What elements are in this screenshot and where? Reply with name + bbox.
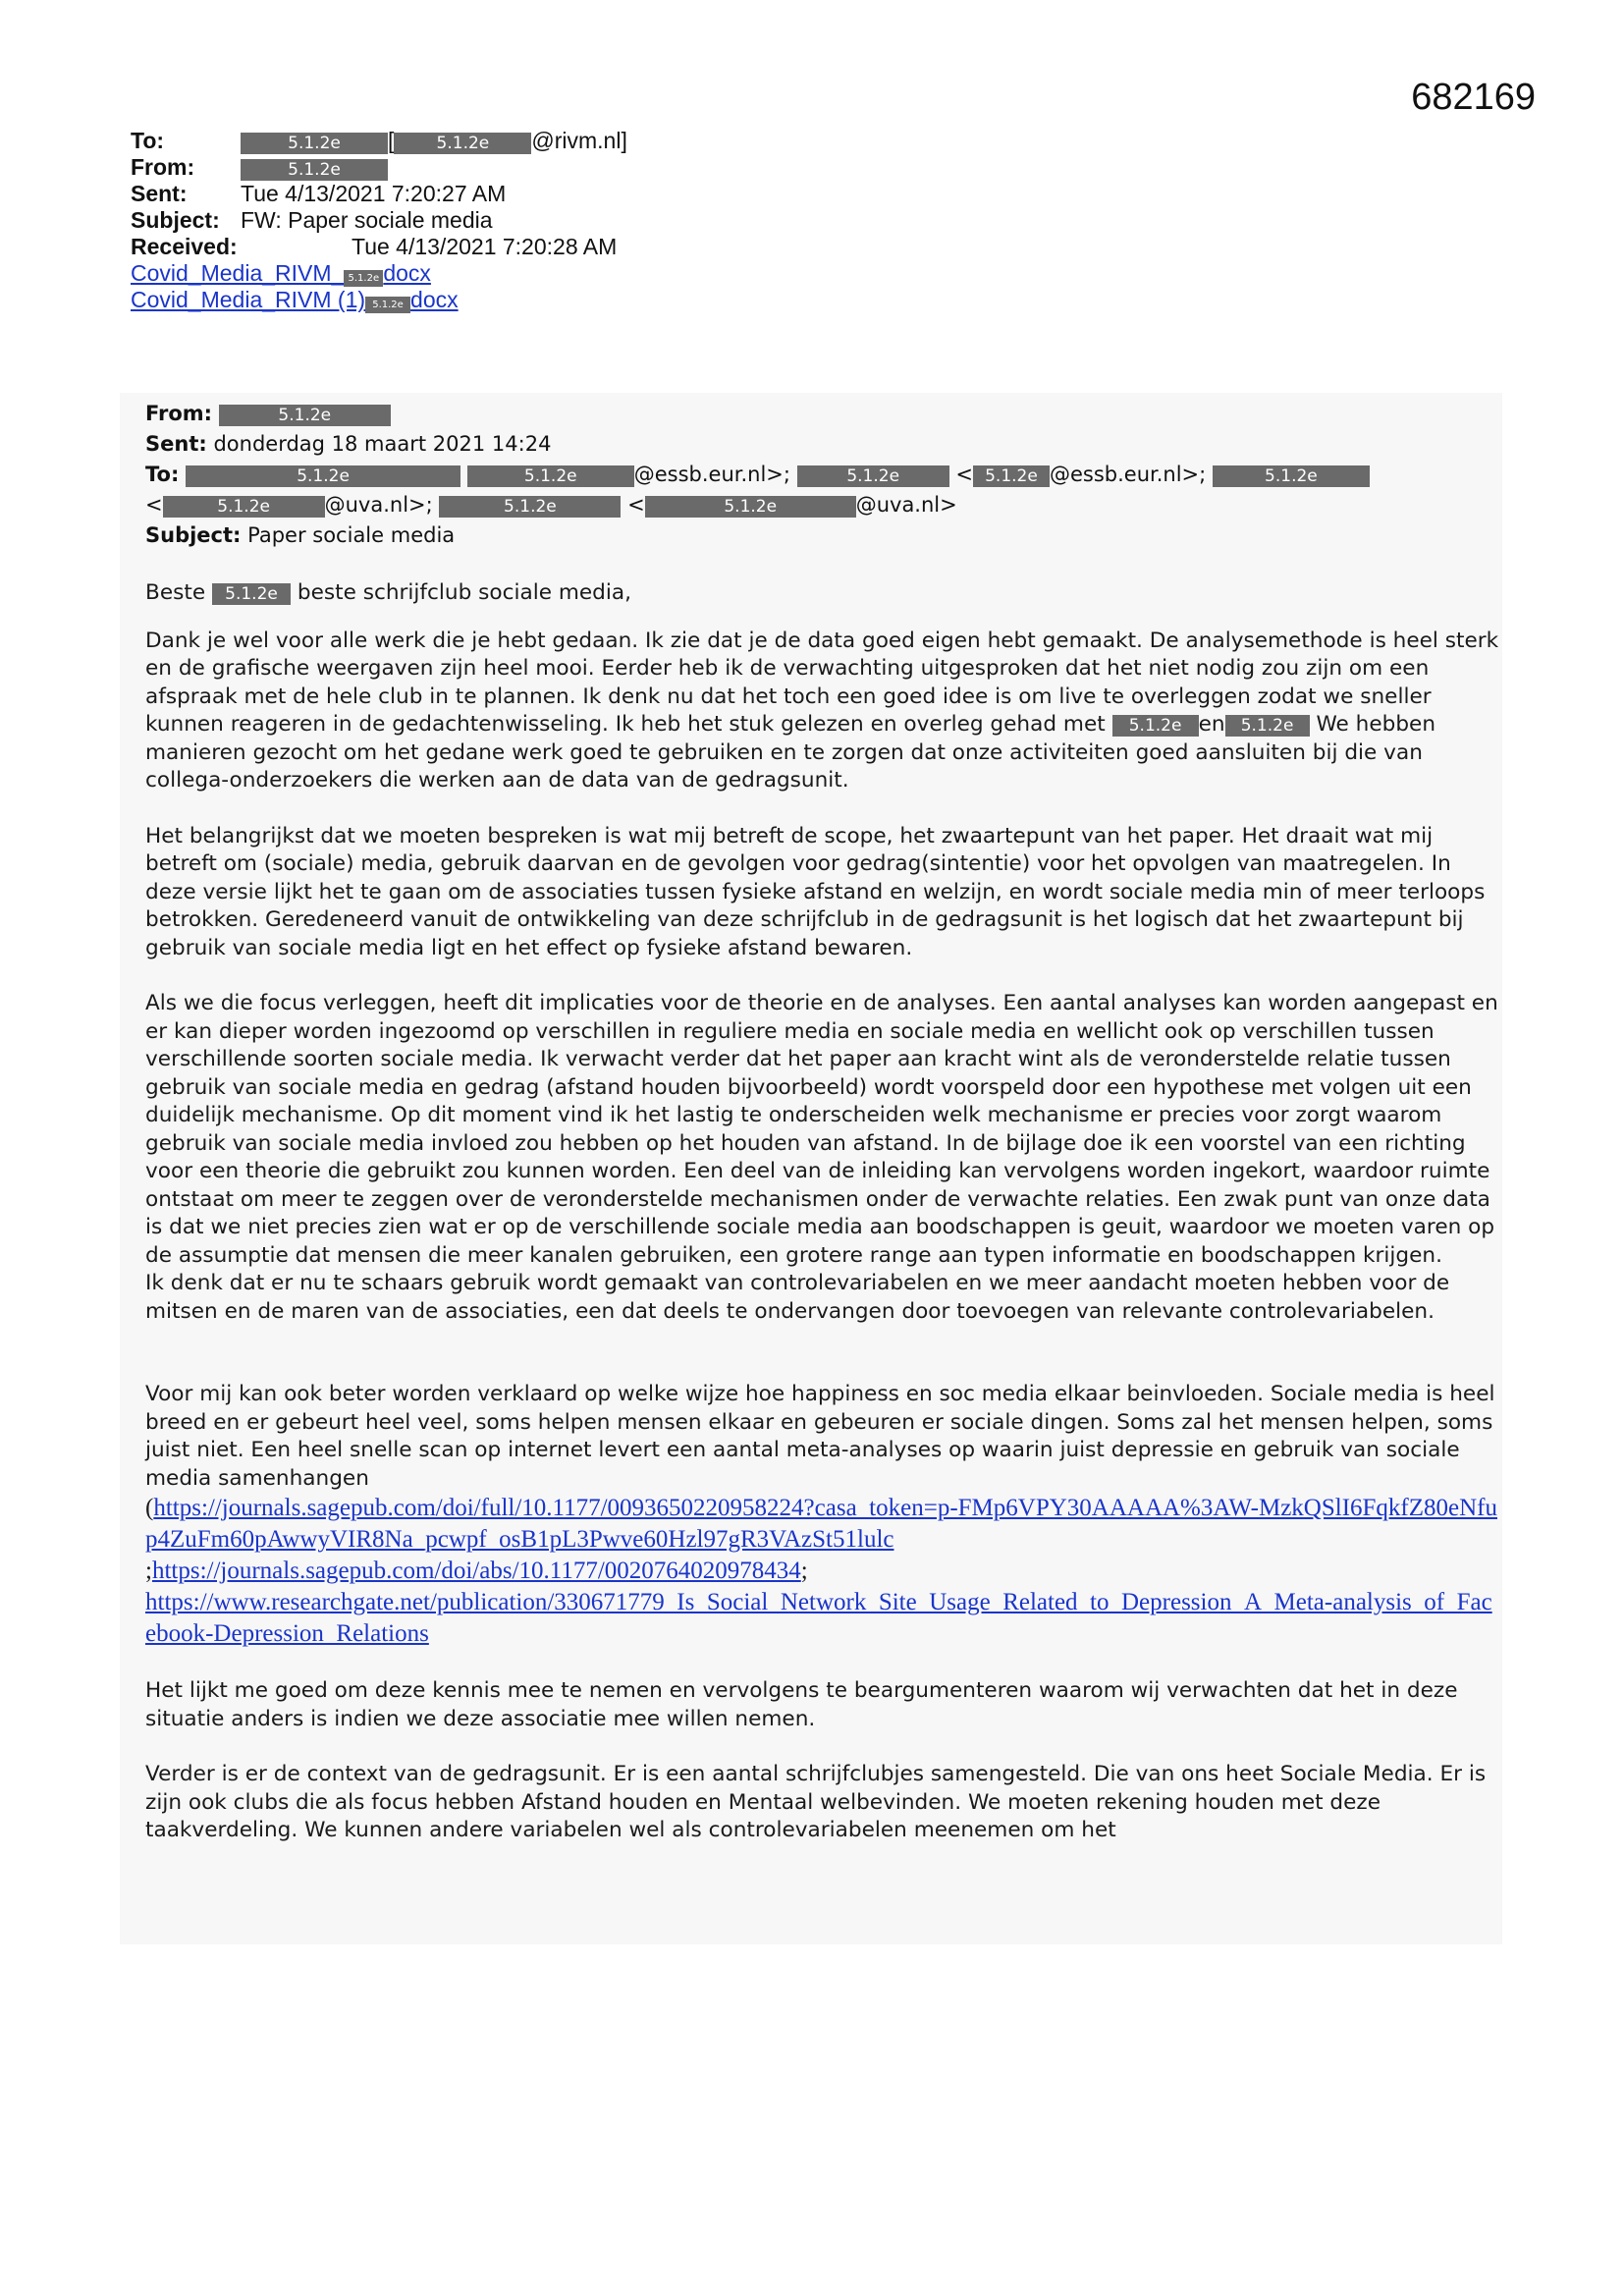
redaction: 5.1.2e — [365, 297, 410, 313]
received-value: Tue 4/13/2021 7:20:28 AM — [352, 234, 618, 259]
fw-subject-label: Subject: — [145, 523, 242, 547]
attachment-row — [131, 260, 720, 287]
header-subject-row — [131, 207, 720, 234]
redaction: 5.1.2e — [241, 133, 388, 154]
fw-to-row-cont — [145, 490, 1500, 520]
attachment-link[interactable]: Covid_Media_RIVM_ 5.1.2e docx — [131, 260, 431, 286]
redaction: 5.1.2e — [344, 270, 383, 287]
fw-to-label: To: — [145, 463, 180, 486]
redaction: 5.1.2e — [219, 405, 391, 426]
reference-link[interactable]: https://www.researchgate.net/publication/330671779_Is_Social_Network_Site_Usage_Related_to_Depression_A_Meta-analysis_of_Facebook-Depression_Relations — [145, 1589, 1492, 1647]
recipient-domain: @uva.nl>; — [324, 493, 433, 517]
recipient-domain: @essb.eur.nl>; — [633, 463, 790, 486]
recipient-domain: @uva.nl> — [855, 493, 957, 517]
fw-sent-row — [145, 429, 1500, 460]
fw-subject-value: Paper sociale media — [247, 523, 456, 547]
paragraph: Voor mij kan ook beter worden verklaard op welke wijze hoe happiness en soc media elkaar beinvloeden. Sociale media is heel breed en er gebeurt heel veel, soms helpen mensen elkaar en gebeuren er sociale dingen. Soms zal het mensen helpen, soms juist niet. Een heel snelle scan op internet levert een aantal meta-analyses op waarin juist depressie en gebruik van sociale media samenhangen — [145, 1382, 1495, 1491]
paragraph: Het lijkt me goed om deze kennis mee te nemen en vervolgens te beargumenteren waarom wij verwachten dat het in deze situatie anders is indien we deze associatie mee willen nemen. — [145, 1678, 1458, 1731]
header-to-row — [131, 128, 720, 154]
recipient-bracket: < — [955, 463, 973, 486]
attachment-row — [131, 287, 720, 313]
redaction: 5.1.2e — [241, 159, 388, 181]
to-bracket: [ — [388, 128, 395, 153]
reference-link[interactable]: https://journals.sagepub.com/doi/full/10.1177/0093650220958224?casa_token=p-FMp6VPY30AAAAA%3AW-MzkQSlI6FqkfZ80eNfup4ZuFm60pAwwyVIR8Na_pcwpf_osB1pL3Pwve60Hzl97gR3VAzSt51lulc — [145, 1495, 1498, 1553]
paragraph: Het belangrijkst dat we moeten bespreken is wat mij betreft de scope, het zwaartepunt van het paper. Het draait wat mij betreft om (sociale) media, gebruik daarvan en de gevolgen voor gedrag(sintentie) voor het opvolgen van maatregelen. In deze versie lijkt het te gaan om de associaties tussen fysieke afstand en welzijn, en wordt sociale media min of meer terloops betrokken. Geredeneerd vanuit de ontwikkeling van deze schrijfclub in de gedragsunit is het logisch dat het zwaartepunt bij gebruik van sociale media ligt en het effect op fysieke afstand bewaren. — [145, 823, 1486, 960]
email-header — [131, 128, 720, 313]
sent-value: Tue 4/13/2021 7:20:27 AM — [241, 181, 507, 206]
salutation: Beste 5.1.2e beste schrijfclub sociale media, — [145, 580, 631, 605]
paragraph: Verder is er de context van de gedragsunit. Er is een aantal schrijfclubjes samengesteld. Die van ons heet Sociale Media. Er is zijn ook clubs die als focus hebben Afstand houden en Mentaal welbevinden. We moeten rekening houden met deze taakverdeling. We kunnen andere variabelen wel als controlevariabelen meenemen om het — [145, 1762, 1487, 1842]
redaction: 5.1.2e — [1112, 715, 1199, 737]
reference-links: (https://journals.sagepub.com/doi/full/10.1177/0093650220958224?casa_token=p-FMp6VPY30AAAAA%3AW-MzkQSlI6FqkfZ80eNfup4ZuFm60pAwwyVIR8Na_pcwpf_osB1pL3Pwve60Hzl97gR3VAzSt51lulc ;https://journals.sagepub.com/doi/abs/10.1177/0020764020978434; https://www.researchgate.net/publication/330671779_Is_Social_Network_Site_Usage_Related_to_Depression_A_Meta-analysis_of_Facebook-Depression_Relations — [145, 1495, 1498, 1647]
subject-label: Subject: — [131, 207, 220, 233]
to-label: To: — [131, 128, 165, 153]
attachment-link[interactable]: Covid_Media_RIVM (1) 5.1.2e docx — [131, 287, 459, 312]
redaction: 5.1.2e — [163, 496, 325, 518]
forwarded-header — [145, 399, 1500, 551]
fw-sent-label: Sent: — [145, 432, 207, 456]
header-from-row — [131, 154, 720, 181]
header-received-row — [131, 234, 720, 260]
fw-subject-row — [145, 520, 1500, 551]
redaction: 5.1.2e — [467, 465, 634, 487]
redaction: 5.1.2e — [186, 465, 460, 487]
fw-from-label: From: — [145, 402, 213, 425]
fw-sent-value: donderdag 18 maart 2021 14:24 — [213, 432, 552, 456]
redaction: 5.1.2e — [973, 465, 1050, 487]
fw-from-row — [145, 399, 1500, 429]
header-sent-row — [131, 181, 720, 207]
sent-label: Sent: — [131, 181, 188, 206]
redaction: 5.1.2e — [394, 133, 531, 154]
redaction: 5.1.2e — [212, 583, 291, 605]
from-label: From: — [131, 154, 195, 180]
to-domain: @rivm.nl] — [531, 128, 627, 153]
document-number: 682169 — [1411, 77, 1536, 118]
fw-to-row — [145, 460, 1500, 490]
recipient-bracket: < — [145, 493, 163, 517]
redaction: 5.1.2e — [1213, 465, 1370, 487]
redaction: 5.1.2e — [439, 496, 621, 518]
paragraph: Ik denk dat er nu te schaars gebruik wordt gemaakt van controlevariabelen en we meer aandacht moeten hebben voor de mitsen en de maren van de associaties, een dat deels te ondervangen door toevoegen van relevante controlevariabelen. — [145, 1271, 1450, 1324]
subject-value: FW: Paper sociale media — [241, 207, 493, 233]
recipient-domain: @essb.eur.nl>; — [1049, 463, 1207, 486]
received-label: Received: — [131, 234, 238, 259]
redaction: 5.1.2e — [797, 465, 949, 487]
email-body — [145, 579, 1500, 1873]
redaction: 5.1.2e — [645, 496, 856, 518]
paragraph: Dank je wel voor alle werk die je hebt gedaan. Ik zie dat je de data goed eigen hebt gemaakt. De analysemethode is heel sterk en de grafische weergaven zijn heel mooi. Eerder heb ik de verwachting uitgesproken dat het niet nodig zou zijn om een afspraak met de hele club in te plannen. Ik denk nu dat het toch een goed idee is om live te overleggen zodat we sneller kunnen reageren in de gedachtenwisseling. Ik heb het stuk gelezen en overleg gehad met 5.1.2e en 5.1.2e We hebben manieren gezocht om het gedane werk goed te gebruiken en te zorgen dat onze activiteiten goed aansluiten bij die van collega-onderzoekers die werken aan de data van de gedragsunit. — [145, 628, 1499, 793]
redaction: 5.1.2e — [1225, 715, 1310, 737]
recipient-bracket: < — [627, 493, 645, 517]
reference-link[interactable]: https://journals.sagepub.com/doi/abs/10.1177/0020764020978434 — [151, 1558, 801, 1584]
paragraph: Als we die focus verleggen, heeft dit implicaties voor de theorie en de analyses. Een aantal analyses kan worden aangepast en er kan dieper worden ingezoomd op verschillen in reguliere media en sociale media en wellicht ook op verschillen tussen verschillende soorten sociale media. Ik verwacht verder dat het paper aan kracht wint als de veronderstelde relatie tussen gebruik van sociale media en gedrag (afstand houden bijvoorbeeld) wordt voorspeld door een hypothese met volgen uit een duidelijk mechanisme. Op dit moment vind ik het lastig te onderscheiden welk mechanisme er precies voor zorgt waarom gebruik van sociale media invloed zou hebben op het houden van afstand. In de bijlage doe ik een voorstel van een richting voor een theorie die gebruikt zou kunnen worden. Een deel van de inleiding kan vervolgens worden ingekort, waardoor ruimte ontstaat om meer te zeggen over de veronderstelde mechanismen onder de verwachte relaties. Een zwak punt van onze data is dat we niet precies zien wat er op de verschillende sociale media aan boodschappen is geuit, waardoor we moeten varen op de assumptie dat mensen die meer kanalen gebruiken, een grotere range aan typen informatie en boodschappen krijgen. — [145, 991, 1498, 1268]
